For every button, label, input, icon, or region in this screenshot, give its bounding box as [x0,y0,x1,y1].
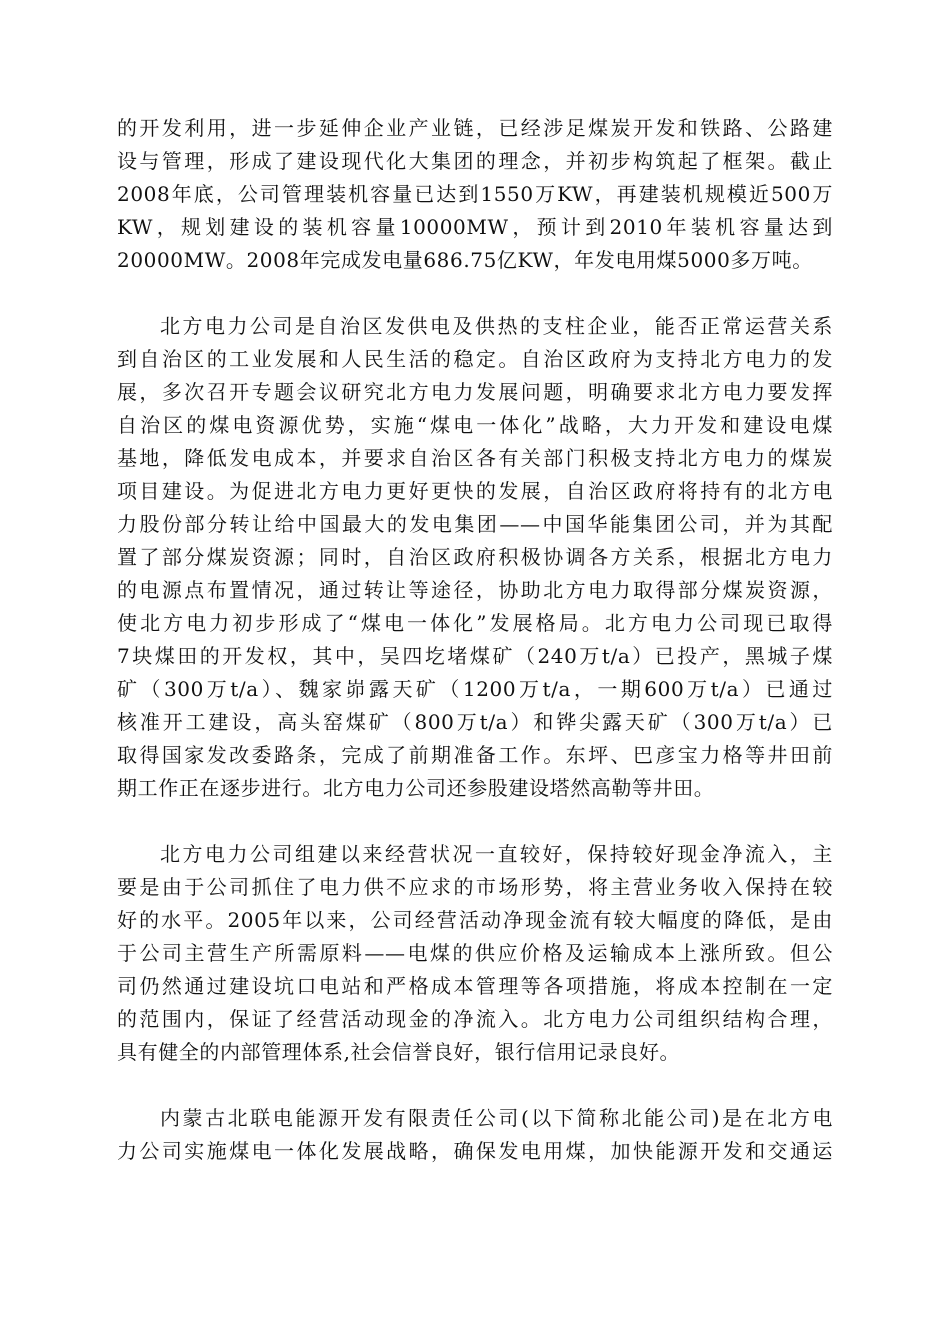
text-line: 2008年底，公司管理装机容量已达到1550万KW，再建装机规模近500万 [117,182,833,206]
text-line: 基地，降低发电成本，并要求自治区各有关部门积极支持北方电力的煤炭 [117,446,833,470]
text-line: 的电源点布置情况，通过转让等途径，协助北方电力取得部分煤炭资源， [117,578,833,602]
text-line: 使北方电力初步形成了“煤电一体化”发展格局。北方电力公司现已取得 [117,611,833,635]
text-line: 的开发利用，进一步延伸企业产业链，已经涉足煤炭开发和铁路、公路建 [117,116,833,140]
text-line: 力公司实施煤电一体化发展战略，确保发电用煤，加快能源开发和交通运 [117,1139,833,1163]
text-line: 到自治区的工业发展和人民生活的稳定。自治区政府为支持北方电力的发 [117,347,833,371]
text-line: 于公司主营生产所需原料——电煤的供应价格及运输成本上涨所致。但公 [117,941,833,965]
text-line: 要是由于公司抓住了电力供不应求的市场形势，将主营业务收入保持在较 [117,875,833,899]
text-line: 期工作正在逐步进行。北方电力公司还参股建设塔然高勒等井田。 [117,776,715,800]
text-line: KW，规划建设的装机容量10000MW，预计到2010年装机容量达到 [117,215,833,239]
text-line: 20000MW。2008年完成发电量686.75亿KW，年发电用煤5000多万吨。 [117,248,813,272]
text-line: 内蒙古北联电能源开发有限责任公司(以下简称北能公司)是在北方电 [160,1106,833,1130]
text-line: 具有健全的内部管理体系,社会信誉良好，银行信用记录良好。 [117,1040,681,1064]
text-line: 北方电力公司是自治区发供电及供热的支柱企业，能否正常运营关系 [160,314,833,338]
text-line: 好的水平。2005年以来，公司经营活动净现金流有较大幅度的降低，是由 [117,908,833,932]
text-line: 取得国家发改委路条，完成了前期准备工作。东坪、巴彦宝力格等井田前 [117,743,833,767]
text-line: 展，多次召开专题会议研究北方电力发展问题，明确要求北方电力要发挥 [117,380,833,404]
text-line: 北方电力公司组建以来经营状况一直较好，保持较好现金净流入，主 [160,842,833,866]
text-line: 核准开工建设，高头窑煤矿（800万t/a）和铧尖露天矿（300万t/a）已 [117,710,833,734]
text-line: 自治区的煤电资源优势，实施“煤电一体化”战略，大力开发和建设电煤 [117,413,833,437]
text-line: 置了部分煤炭资源；同时，自治区政府积极协调各方关系，根据北方电力 [117,545,833,569]
text-line: 项目建设。为促进北方电力更好更快的发展，自治区政府将持有的北方电 [117,479,833,503]
text-line: 力股份部分转让给中国最大的发电集团——中国华能集团公司，并为其配 [117,512,833,536]
text-line: 矿（300万t/a）、魏家峁露天矿（1200万t/a，一期600万t/a）已通过 [117,677,833,701]
text-line: 司仍然通过建设坑口电站和严格成本管理等各项措施，将成本控制在一定 [117,974,833,998]
text-line: 7块煤田的开发权，其中，吴四圪堵煤矿（240万t/a）已投产，黑城子煤 [117,644,833,668]
text-line: 设与管理，形成了建设现代化大集团的理念，并初步构筑起了框架。截止 [117,149,833,173]
text-line: 的范围内，保证了经营活动现金的净流入。北方电力公司组织结构合理， [117,1007,833,1031]
